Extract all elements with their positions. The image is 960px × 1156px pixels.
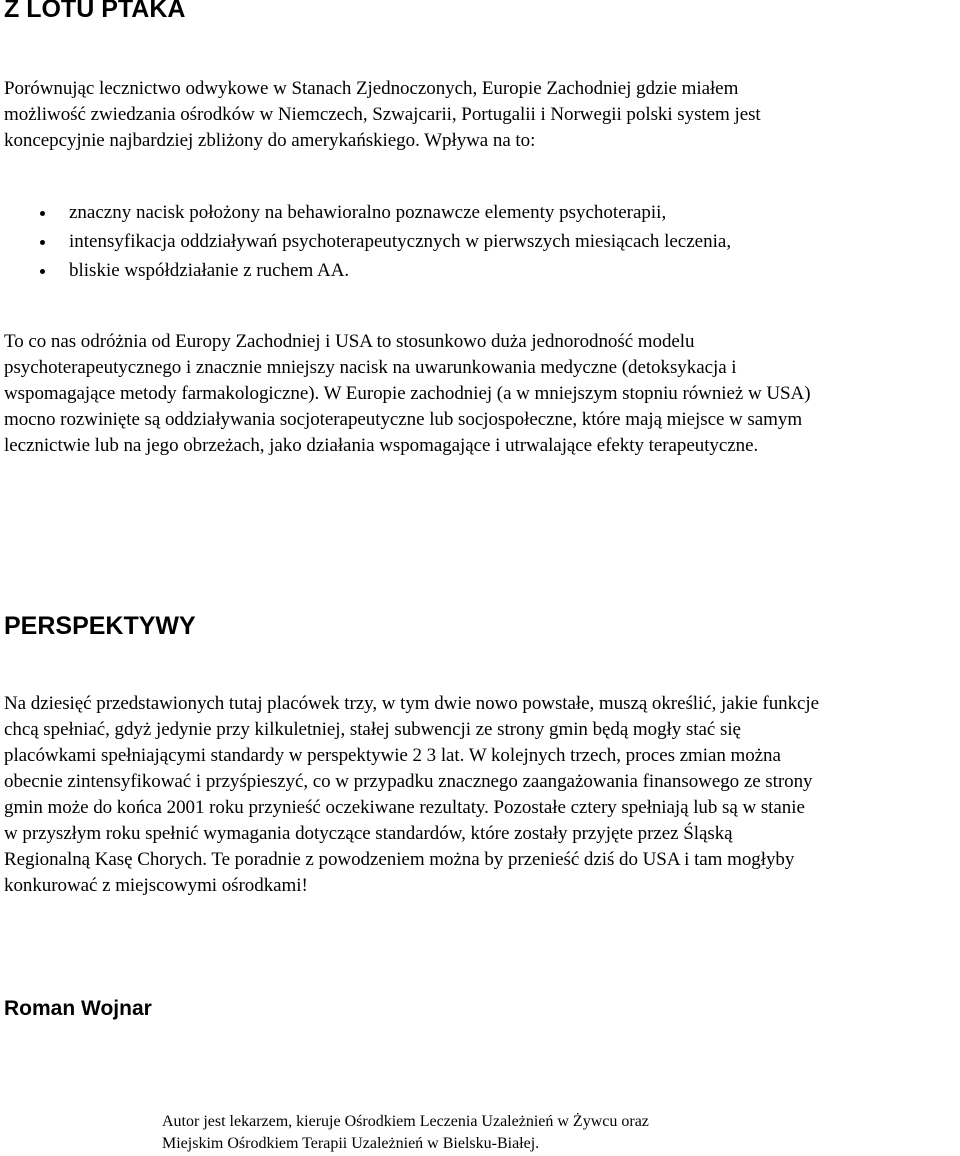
comparison-paragraph bbox=[4, 329, 960, 459]
section-heading-z-lotu-ptaka: Z LOTU PTAKA bbox=[4, 0, 186, 23]
text-line: mocno rozwinięte są oddziaływania socjoterapeutyczne lub socjospołeczne, które mają miejsce w samym bbox=[4, 409, 803, 430]
text-line: chcą spełniać, gdyż jedynie przy kilkuletniej, stałej subwencji ze strony gmin będą mogły stać się bbox=[4, 719, 741, 740]
text-line: obecnie zintensyfikować i przyśpieszyć, co w przypadku znacznego zaangażowania finansowego ze strony bbox=[4, 771, 813, 792]
text-line: Na dziesięć przedstawionych tutaj placówek trzy, w tym dwie nowo powstałe, muszą określić, jakie funkcje bbox=[4, 693, 820, 714]
text-line: Regionalną Kasę Chorych. Te poradnie z powodzeniem można by przenieść dziś do USA i tam mogłyby bbox=[4, 849, 795, 870]
bullet-icon bbox=[40, 240, 45, 245]
list-item-text: bliskie współdziałanie z ruchem AA. bbox=[69, 260, 350, 281]
author-note bbox=[162, 1111, 649, 1155]
author-name: Roman Wojnar bbox=[4, 997, 152, 1020]
text-line: Porównując lecznictwo odwykowe w Stanach Zjednoczonych, Europie Zachodniej gdzie miałem bbox=[4, 78, 739, 99]
list-item bbox=[0, 256, 731, 285]
text-line: koncepcyjnie najbardziej zbliżony do amerykańskiego. Wpływa na to: bbox=[4, 130, 536, 151]
bullet-icon bbox=[40, 269, 45, 274]
text-line: To co nas odróżnia od Europy Zachodniej i USA to stosunkowo duża jednorodność modelu bbox=[4, 331, 695, 352]
text-line: lecznictwie lub na jego obrzeżach, jako działania wspomagające i utrwalające efekty terapeutyczne. bbox=[4, 435, 759, 456]
list-item-text: intensyfikacja oddziaływań psychoterapeutycznych w pierwszych miesiącach leczenia, bbox=[69, 231, 732, 252]
bullet-icon bbox=[40, 211, 45, 216]
text-line: Miejskim Ośrodkiem Terapii Uzależnień w Bielsku-Białej. bbox=[162, 1135, 540, 1152]
text-line: w przyszłym roku spełnić wymagania dotyczące standardów, które zostały przyjęte przez Śląską bbox=[4, 823, 733, 844]
perspectives-paragraph bbox=[4, 691, 960, 899]
text-line: wspomagające metody farmakologiczne). W Europie zachodniej (a w mniejszym stopniu również w USA) bbox=[4, 383, 811, 404]
text-line: psychoterapeutycznego i znacznie mniejszy nacisk na uwarunkowania medyczne (detoksykacja i bbox=[4, 357, 737, 378]
factors-bullet-list bbox=[0, 198, 731, 285]
text-line: konkurować z miejscowymi ośrodkami! bbox=[4, 875, 308, 896]
intro-paragraph bbox=[4, 76, 960, 154]
text-line: placówkami spełniającymi standardy w perspektywie 2 3 lat. W kolejnych trzech, proces zmian można bbox=[4, 745, 781, 766]
text-line: Autor jest lekarzem, kieruje Ośrodkiem Leczenia Uzależnień w Żywcu oraz bbox=[162, 1113, 649, 1130]
text-line: możliwość zwiedzania ośrodków w Niemczech, Szwajcarii, Portugalii i Norwegii polski system jest bbox=[4, 104, 761, 125]
list-item-text: znaczny nacisk położony na behawioralno poznawcze elementy psychoterapii, bbox=[69, 202, 667, 223]
list-item bbox=[0, 227, 731, 256]
text-line: gmin może do końca 2001 roku przynieść oczekiwane rezultaty. Pozostałe cztery spełniają lub są w stanie bbox=[4, 797, 805, 818]
section-heading-perspektywy: PERSPEKTYWY bbox=[4, 612, 196, 640]
list-item bbox=[0, 198, 731, 227]
